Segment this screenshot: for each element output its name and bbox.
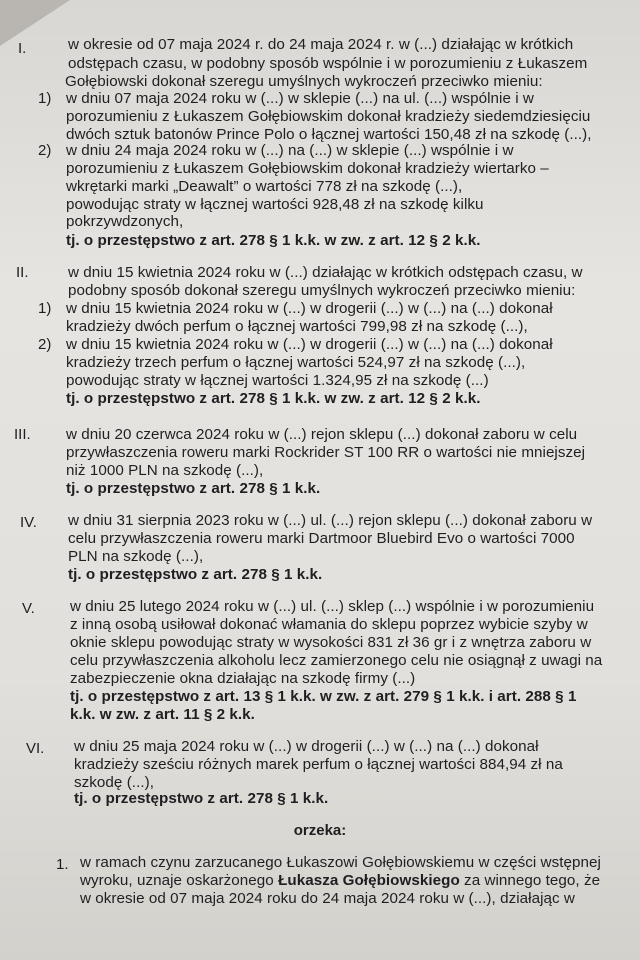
section-text-line: z inną osobą usiłował dokonać włamania do sklepu poprzez wybicie szyby w [70, 616, 588, 633]
defendant-name: Łukasza Gołębiowskiego [278, 872, 460, 889]
section-text-line: zabezpieczenie okna działając na szkodę firmy (...) [70, 670, 416, 687]
section-text-line: w dniu 15 kwietnia 2024 roku w (...) działając w krótkich odstępach czasu, w [68, 264, 583, 281]
item-text-line: w dniu 24 maja 2024 roku w (...) na (...) w sklepie (...) wspólnie i w [66, 142, 514, 159]
item-text-line: powodując straty w łącznej wartości 1.324,95 zł na szkodę (...) [66, 372, 489, 389]
item-number: 2) [38, 142, 52, 159]
ruling-text-part: wyroku, uznaje oskarżonego [80, 872, 279, 889]
ruling-text-part: za winnego tego, że [459, 872, 601, 889]
legal-basis: tj. o przestępstwo z art. 278 § 1 k.k. [68, 566, 323, 583]
item-text-line: kradzieży trzech perfum o łącznej wartości 524,97 zł na szkodę (...), [66, 354, 526, 371]
section-number: I. [18, 40, 27, 57]
item-text-line: w dniu 07 maja 2024 roku w (...) w sklepie (...) na ul. (...) wspólnie i w [66, 90, 534, 107]
legal-basis: tj. o przestępstwo z art. 278 § 1 k.k. [74, 790, 329, 807]
item-text-line: dwóch sztuk batonów Prince Polo o łącznej wartości 150,48 zł na szkodę (...), [66, 126, 592, 143]
folded-corner [0, 0, 70, 46]
section-text-line: w dniu 31 sierpnia 2023 roku w (...) ul. (...) rejon sklepu (...) dokonał zaboru w [68, 512, 593, 529]
ruling-number: 1. [56, 856, 69, 873]
section-number: II. [16, 264, 29, 281]
section-text-line: Gołębiowski dokonał szeregu umyślnych wykroczeń przeciwko mieniu: [65, 73, 543, 90]
legal-basis: tj. o przestępstwo z art. 278 § 1 k.k. w zw. z art. 12 § 2 k.k. [66, 232, 481, 249]
item-text-line: powodując straty w łącznej wartości 928,48 zł na szkodę kilku [66, 196, 484, 213]
section-number: III. [14, 426, 31, 443]
section-text-line: niż 1000 PLN na szkodę (...), [66, 462, 264, 479]
ruling-text-line: w okresie od 07 maja 2024 roku do 24 maja 2024 roku w (...), działając w [80, 890, 575, 907]
section-text-line: oknie sklepu powodując straty w wysokości 831 zł 36 gr i z wnętrza zaboru w [70, 634, 592, 651]
item-text-line: wkrętarki marki „Deawalt” o wartości 778 zł na szkodę (...), [66, 178, 463, 195]
item-text-line: porozumieniu z Łukaszem Gołębiowskim dokonał kradzieży wiertarko – [66, 160, 549, 177]
section-text-line: w dniu 20 czerwca 2024 roku w (...) rejon sklepu (...) dokonał zaboru w celu [66, 426, 578, 443]
section-text-line: celu przywłaszczenia roweru marki Dartmoor Bluebird Evo o wartości 7000 [68, 530, 575, 547]
section-number: V. [22, 600, 35, 617]
section-text-line: szkodę (...), [74, 774, 154, 791]
item-text-line: w dniu 15 kwietnia 2024 roku w (...) w drogerii (...) w (...) na (...) dokonał [66, 300, 553, 317]
section-text-line: PLN na szkodę (...), [68, 548, 204, 565]
legal-basis: tj. o przestępstwo z art. 278 § 1 k.k. w zw. z art. 12 § 2 k.k. [66, 390, 481, 407]
legal-basis: tj. o przestępstwo z art. 13 § 1 k.k. w zw. z art. 279 § 1 k.k. i art. 288 § 1 [70, 688, 577, 705]
ruling-text-line: w ramach czynu zarzucanego Łukaszowi Gołębiowskiemu w części wstępnej [80, 854, 601, 871]
section-text-line: kradzieży sześciu różnych marek perfum o łącznej wartości 884,94 zł na [74, 756, 563, 773]
item-number: 1) [38, 300, 52, 317]
legal-basis: tj. o przestępstwo z art. 278 § 1 k.k. [66, 480, 321, 497]
section-text-line: w dniu 25 lutego 2024 roku w (...) ul. (...) sklep (...) wspólnie i w porozumieniu [70, 598, 595, 615]
item-number: 2) [38, 336, 52, 353]
ruling-text-line [80, 872, 600, 889]
item-text-line: kradzieży dwóch perfum o łącznej wartości 799,98 zł na szkodę (...), [66, 318, 528, 335]
section-text-line: w okresie od 07 maja 2024 r. do 24 maja 2024 r. w (...) działając w krótkich [68, 36, 574, 53]
section-text-line: odstępach czasu, w podobny sposób wspólnie i w porozumieniu z Łukaszem [68, 55, 588, 72]
item-text-line: porozumieniu z Łukaszem Gołębiowskim dokonał kradzieży siedemdziesięciu [66, 108, 591, 125]
section-number: IV. [20, 514, 37, 531]
section-text-line: podobny sposób dokonał szeregu umyślnych wykroczeń przeciwko mieniu: [68, 282, 576, 299]
orzeka-heading: orzeka: [293, 822, 347, 839]
section-text-line: celu przywłaszczenia alkoholu lecz zamierzonego celu nie osiągnął z uwagi na [70, 652, 603, 669]
legal-basis-continued: k.k. w zw. z art. 11 § 2 k.k. [70, 706, 255, 723]
section-number: VI. [26, 740, 45, 757]
section-text-line: przywłaszczenia roweru marki Rockrider ST 100 RR o wartości nie mniejszej [66, 444, 586, 461]
section-text-line: w dniu 25 maja 2024 roku w (...) w drogerii (...) w (...) na (...) dokonał [74, 738, 539, 755]
item-text-line: pokrzywdzonych, [66, 213, 184, 230]
item-text-line: w dniu 15 kwietnia 2024 roku w (...) w drogerii (...) w (...) na (...) dokonał [66, 336, 553, 353]
item-number: 1) [38, 90, 52, 107]
